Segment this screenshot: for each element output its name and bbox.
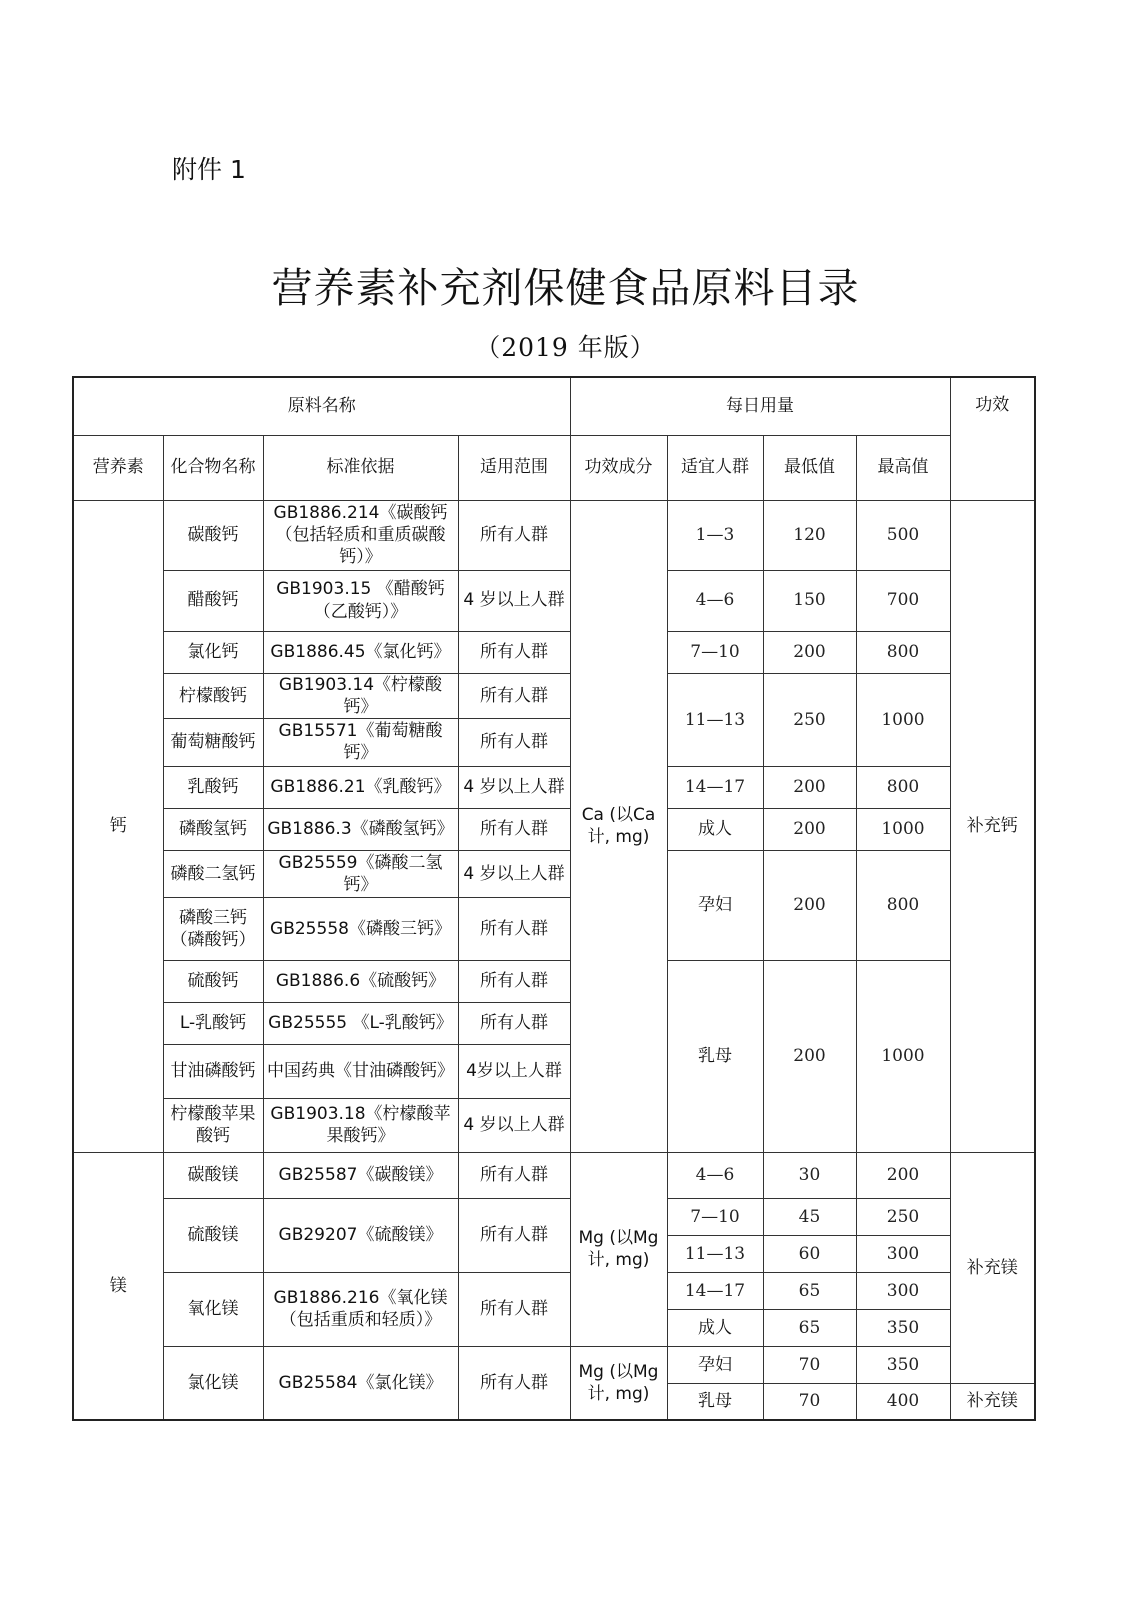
table-row — [73, 1198, 1035, 1235]
min-value: 45 — [763, 1198, 856, 1235]
compound-name: 柠檬酸苹果酸钙 — [163, 1098, 263, 1152]
population-group: 成人 — [667, 808, 763, 850]
header-max: 最高值 — [856, 435, 950, 500]
compound-name: 碳酸镁 — [163, 1152, 263, 1198]
population-group: 孕妇 — [667, 1346, 763, 1383]
compound-name: 硫酸镁 — [163, 1198, 263, 1272]
compound-name: L-乳酸钙 — [163, 1002, 263, 1044]
min-value: 200 — [763, 850, 856, 960]
applicable-scope: 4岁以上人群 — [458, 1044, 570, 1098]
applicable-scope: 所有人群 — [458, 1272, 570, 1346]
population-group: 成人 — [667, 1309, 763, 1346]
standard-basis: GB1886.21《乳酸钙》 — [263, 766, 458, 808]
standard-basis: GB25559《磷酸二氢钙》 — [263, 850, 458, 897]
header-compound: 化合物名称 — [163, 435, 263, 500]
efficacy-magnesium-repeat: 补充镁 — [950, 1383, 1035, 1420]
compound-name: 葡萄糖酸钙 — [163, 718, 263, 766]
max-value: 500 — [856, 500, 950, 570]
max-value: 1000 — [856, 960, 950, 1152]
min-value: 200 — [763, 960, 856, 1152]
table-row — [73, 500, 1035, 570]
population-group: 14—17 — [667, 766, 763, 808]
standard-basis: GB29207《硫酸镁》 — [263, 1198, 458, 1272]
population-group: 14—17 — [667, 1272, 763, 1309]
standard-basis: GB1886.6《硫酸钙》 — [263, 960, 458, 1002]
table-row — [73, 1152, 1035, 1198]
attachment-label: 附件 1 — [172, 155, 246, 184]
applicable-scope: 所有人群 — [458, 1002, 570, 1044]
standard-basis: GB1886.3《磷酸氢钙》 — [263, 808, 458, 850]
max-value: 700 — [856, 570, 950, 631]
max-value: 800 — [856, 631, 950, 673]
document-title: 营养素补充剂保健食品原料目录 — [271, 264, 860, 312]
table-row — [73, 766, 1035, 808]
population-group: 11—13 — [667, 673, 763, 766]
max-value: 1000 — [856, 673, 950, 766]
applicable-scope: 所有人群 — [458, 718, 570, 766]
min-value: 250 — [763, 673, 856, 766]
ingredient-magnesium: Mg (以Mg计, mg) — [570, 1152, 667, 1346]
standard-basis: GB25587《碳酸镁》 — [263, 1152, 458, 1198]
max-value: 800 — [856, 766, 950, 808]
applicable-scope: 所有人群 — [458, 1198, 570, 1272]
standard-basis: GB25558《磷酸三钙》 — [263, 897, 458, 960]
max-value: 300 — [856, 1235, 950, 1272]
raw-material-catalog-table — [72, 376, 1036, 1421]
table-row — [73, 808, 1035, 850]
max-value: 350 — [856, 1309, 950, 1346]
population-group: 乳母 — [667, 1383, 763, 1420]
standard-basis: GB15571《葡萄糖酸钙》 — [263, 718, 458, 766]
header-daily-dosage: 每日用量 — [570, 377, 950, 435]
applicable-scope: 所有人群 — [458, 960, 570, 1002]
header-nutrient: 营养素 — [73, 435, 163, 500]
header-min: 最低值 — [763, 435, 856, 500]
header-row-2 — [73, 435, 1035, 500]
nutrient-calcium: 钙 — [73, 500, 163, 1152]
applicable-scope: 所有人群 — [458, 500, 570, 570]
compound-name: 乳酸钙 — [163, 766, 263, 808]
applicable-scope: 所有人群 — [458, 673, 570, 718]
min-value: 200 — [763, 766, 856, 808]
applicable-scope: 所有人群 — [458, 897, 570, 960]
table-row — [73, 570, 1035, 631]
min-value: 70 — [763, 1346, 856, 1383]
standard-basis: GB1903.14《柠檬酸钙》 — [263, 673, 458, 718]
table-row — [73, 1272, 1035, 1309]
min-value: 60 — [763, 1235, 856, 1272]
applicable-scope: 4 岁以上人群 — [458, 570, 570, 631]
population-group: 4—6 — [667, 1152, 763, 1198]
population-group: 1—3 — [667, 500, 763, 570]
document-subtitle: （2019 年版） — [475, 333, 656, 362]
standard-basis: GB1886.214《碳酸钙（包括轻质和重质碳酸钙）》 — [263, 500, 458, 570]
min-value: 120 — [763, 500, 856, 570]
table-row — [73, 673, 1035, 718]
standard-basis: GB1903.18《柠檬酸苹果酸钙》 — [263, 1098, 458, 1152]
compound-name: 磷酸二氢钙 — [163, 850, 263, 897]
compound-name: 硫酸钙 — [163, 960, 263, 1002]
header-ingredient: 功效成分 — [570, 435, 667, 500]
header-population: 适宜人群 — [667, 435, 763, 500]
applicable-scope: 所有人群 — [458, 1152, 570, 1198]
table-row — [73, 960, 1035, 1002]
population-group: 孕妇 — [667, 850, 763, 960]
ingredient-calcium: Ca (以Ca计, mg) — [570, 500, 667, 1152]
compound-name: 碳酸钙 — [163, 500, 263, 570]
max-value: 1000 — [856, 808, 950, 850]
compound-name: 磷酸三钙（磷酸钙） — [163, 897, 263, 960]
applicable-scope: 所有人群 — [458, 808, 570, 850]
applicable-scope: 所有人群 — [458, 631, 570, 673]
header-row-1 — [73, 377, 1035, 435]
population-group: 乳母 — [667, 960, 763, 1152]
standard-basis: 中国药典《甘油磷酸钙》 — [263, 1044, 458, 1098]
max-value: 800 — [856, 850, 950, 960]
population-group: 11—13 — [667, 1235, 763, 1272]
nutrient-magnesium: 镁 — [73, 1152, 163, 1420]
standard-basis: GB1886.45《氯化钙》 — [263, 631, 458, 673]
min-value: 200 — [763, 631, 856, 673]
compound-name: 氯化镁 — [163, 1346, 263, 1420]
max-value: 300 — [856, 1272, 950, 1309]
applicable-scope: 4 岁以上人群 — [458, 766, 570, 808]
header-standard: 标准依据 — [263, 435, 458, 500]
min-value: 65 — [763, 1309, 856, 1346]
max-value: 400 — [856, 1383, 950, 1420]
compound-name: 氧化镁 — [163, 1272, 263, 1346]
standard-basis: GB1886.216《氧化镁（包括重质和轻质）》 — [263, 1272, 458, 1346]
min-value: 150 — [763, 570, 856, 631]
compound-name: 磷酸氢钙 — [163, 808, 263, 850]
max-value: 350 — [856, 1346, 950, 1383]
max-value: 250 — [856, 1198, 950, 1235]
applicable-scope: 所有人群 — [458, 1346, 570, 1420]
population-group: 4—6 — [667, 570, 763, 631]
header-efficacy: 功效 — [950, 377, 1035, 500]
standard-basis: GB1903.15 《醋酸钙（乙酸钙）》 — [263, 570, 458, 631]
standard-basis: GB25584《氯化镁》 — [263, 1346, 458, 1420]
min-value: 30 — [763, 1152, 856, 1198]
max-value: 200 — [856, 1152, 950, 1198]
table-row — [73, 1346, 1035, 1383]
min-value: 70 — [763, 1383, 856, 1420]
population-group: 7—10 — [667, 1198, 763, 1235]
ingredient-magnesium-repeat: Mg (以Mg计, mg) — [570, 1346, 667, 1420]
header-raw-material: 原料名称 — [73, 377, 570, 435]
table-row — [73, 631, 1035, 673]
standard-basis: GB25555 《L-乳酸钙》 — [263, 1002, 458, 1044]
compound-name: 柠檬酸钙 — [163, 673, 263, 718]
efficacy-calcium: 补充钙 — [950, 500, 1035, 1152]
compound-name: 甘油磷酸钙 — [163, 1044, 263, 1098]
applicable-scope: 4 岁以上人群 — [458, 850, 570, 897]
compound-name: 醋酸钙 — [163, 570, 263, 631]
min-value: 200 — [763, 808, 856, 850]
efficacy-magnesium: 补充镁 — [950, 1152, 1035, 1383]
min-value: 65 — [763, 1272, 856, 1309]
compound-name: 氯化钙 — [163, 631, 263, 673]
population-group: 7—10 — [667, 631, 763, 673]
table-row — [73, 850, 1035, 897]
applicable-scope: 4 岁以上人群 — [458, 1098, 570, 1152]
header-scope: 适用范围 — [458, 435, 570, 500]
